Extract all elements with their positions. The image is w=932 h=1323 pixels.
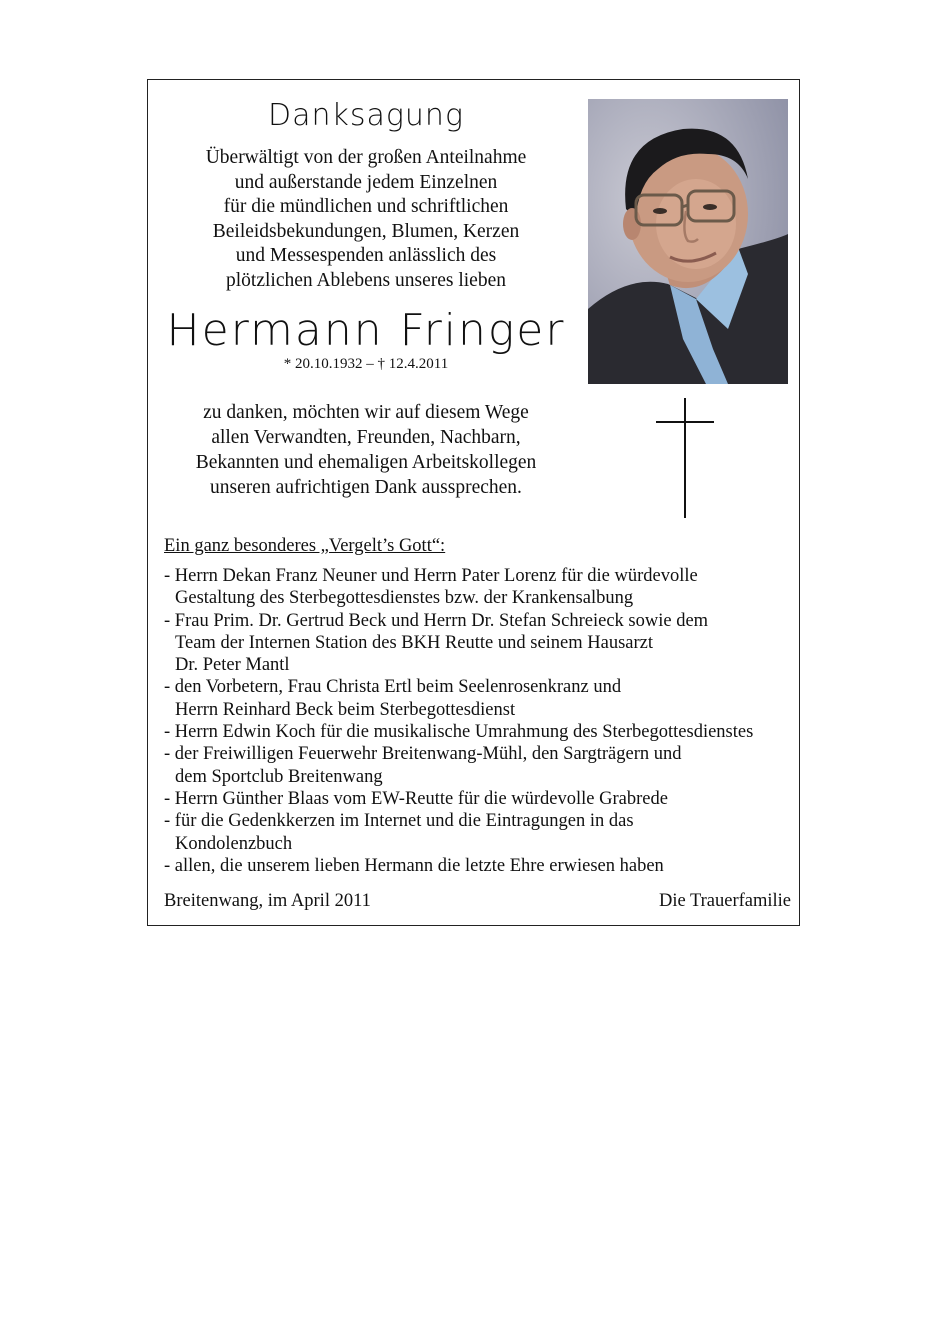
- list-item: - Frau Prim. Dr. Gertrud Beck und Herrn Dr. Stefan Schreieck sowie dem: [164, 610, 709, 631]
- intro-line: für die mündlichen und schriftlichen: [223, 196, 509, 217]
- cross-icon: [656, 398, 714, 518]
- portrait-photo: [588, 99, 788, 384]
- special-thanks-list: [164, 565, 794, 877]
- thanks-line: zu danken, möchten wir auf diesem Wege: [203, 402, 529, 423]
- deceased-name: Hermann Fringer: [166, 305, 566, 356]
- intro-line: und Messespenden anlässlich des: [235, 245, 497, 266]
- list-item-continuation: Kondolenzbuch: [175, 833, 293, 854]
- thanks-line: allen Verwandten, Freunden, Nachbarn,: [211, 427, 521, 448]
- intro-line: plötzlichen Ablebens unseres lieben: [226, 269, 506, 291]
- list-item: - Herrn Edwin Koch für die musikalische Umrahmung des Sterbegottesdienstes: [164, 722, 754, 743]
- place-date: Breitenwang, im April 2011: [164, 891, 371, 911]
- list-item-continuation: Herrn Reinhard Beck beim Sterbegottesdienst: [175, 699, 516, 720]
- special-thanks-heading: Ein ganz besonderes „Vergelt’s Gott“:: [164, 536, 446, 556]
- portrait-illustration: [588, 99, 788, 384]
- thanks-text: [148, 400, 584, 500]
- intro-line: Überwältigt von der großen Anteilnahme: [205, 147, 527, 168]
- list-item: - Herrn Günther Blaas vom EW-Reutte für die würdevolle Grabrede: [164, 788, 668, 809]
- list-item: - Herrn Dekan Franz Neuner und Herrn Pater Lorenz für die würdevolle: [164, 566, 698, 586]
- list-item: - allen, die unserem lieben Hermann die letzte Ehre erwiesen haben: [164, 855, 664, 876]
- list-item: - für die Gedenkkerzen im Internet und die Eintragungen in das: [164, 811, 634, 832]
- list-item-continuation: Team der Internen Station des BKH Reutte und seinem Hausarzt: [175, 632, 654, 653]
- list-item-continuation: Gestaltung des Sterbegottesdienstes bzw. der Krankensalbung: [175, 588, 634, 609]
- intro-line: Beileidsbekundungen, Blumen, Kerzen: [212, 220, 520, 242]
- list-item: - den Vorbetern, Frau Christa Ertl beim Seelenrosenkranz und: [164, 677, 622, 698]
- thanks-line: Bekannten und ehemaligen Arbeitskollegen: [195, 452, 537, 473]
- list-item-continuation: dem Sportclub Breitenwang: [175, 766, 383, 787]
- thanks-line: unseren aufrichtigen Dank aussprechen.: [210, 477, 522, 498]
- obituary-card: [147, 79, 800, 926]
- family-signature: Die Trauerfamilie: [658, 891, 791, 911]
- heading: Danksagung: [268, 98, 464, 133]
- intro-line: und außerstande jedem Einzelnen: [234, 171, 498, 193]
- intro-text: [148, 146, 584, 293]
- life-dates: * 20.10.1932 – † 12.4.2011: [283, 356, 449, 372]
- list-item-continuation: Dr. Peter Mantl: [175, 655, 290, 676]
- list-item: - der Freiwilligen Feuerwehr Breitenwang-Mühl, den Sargträgern und: [164, 744, 682, 765]
